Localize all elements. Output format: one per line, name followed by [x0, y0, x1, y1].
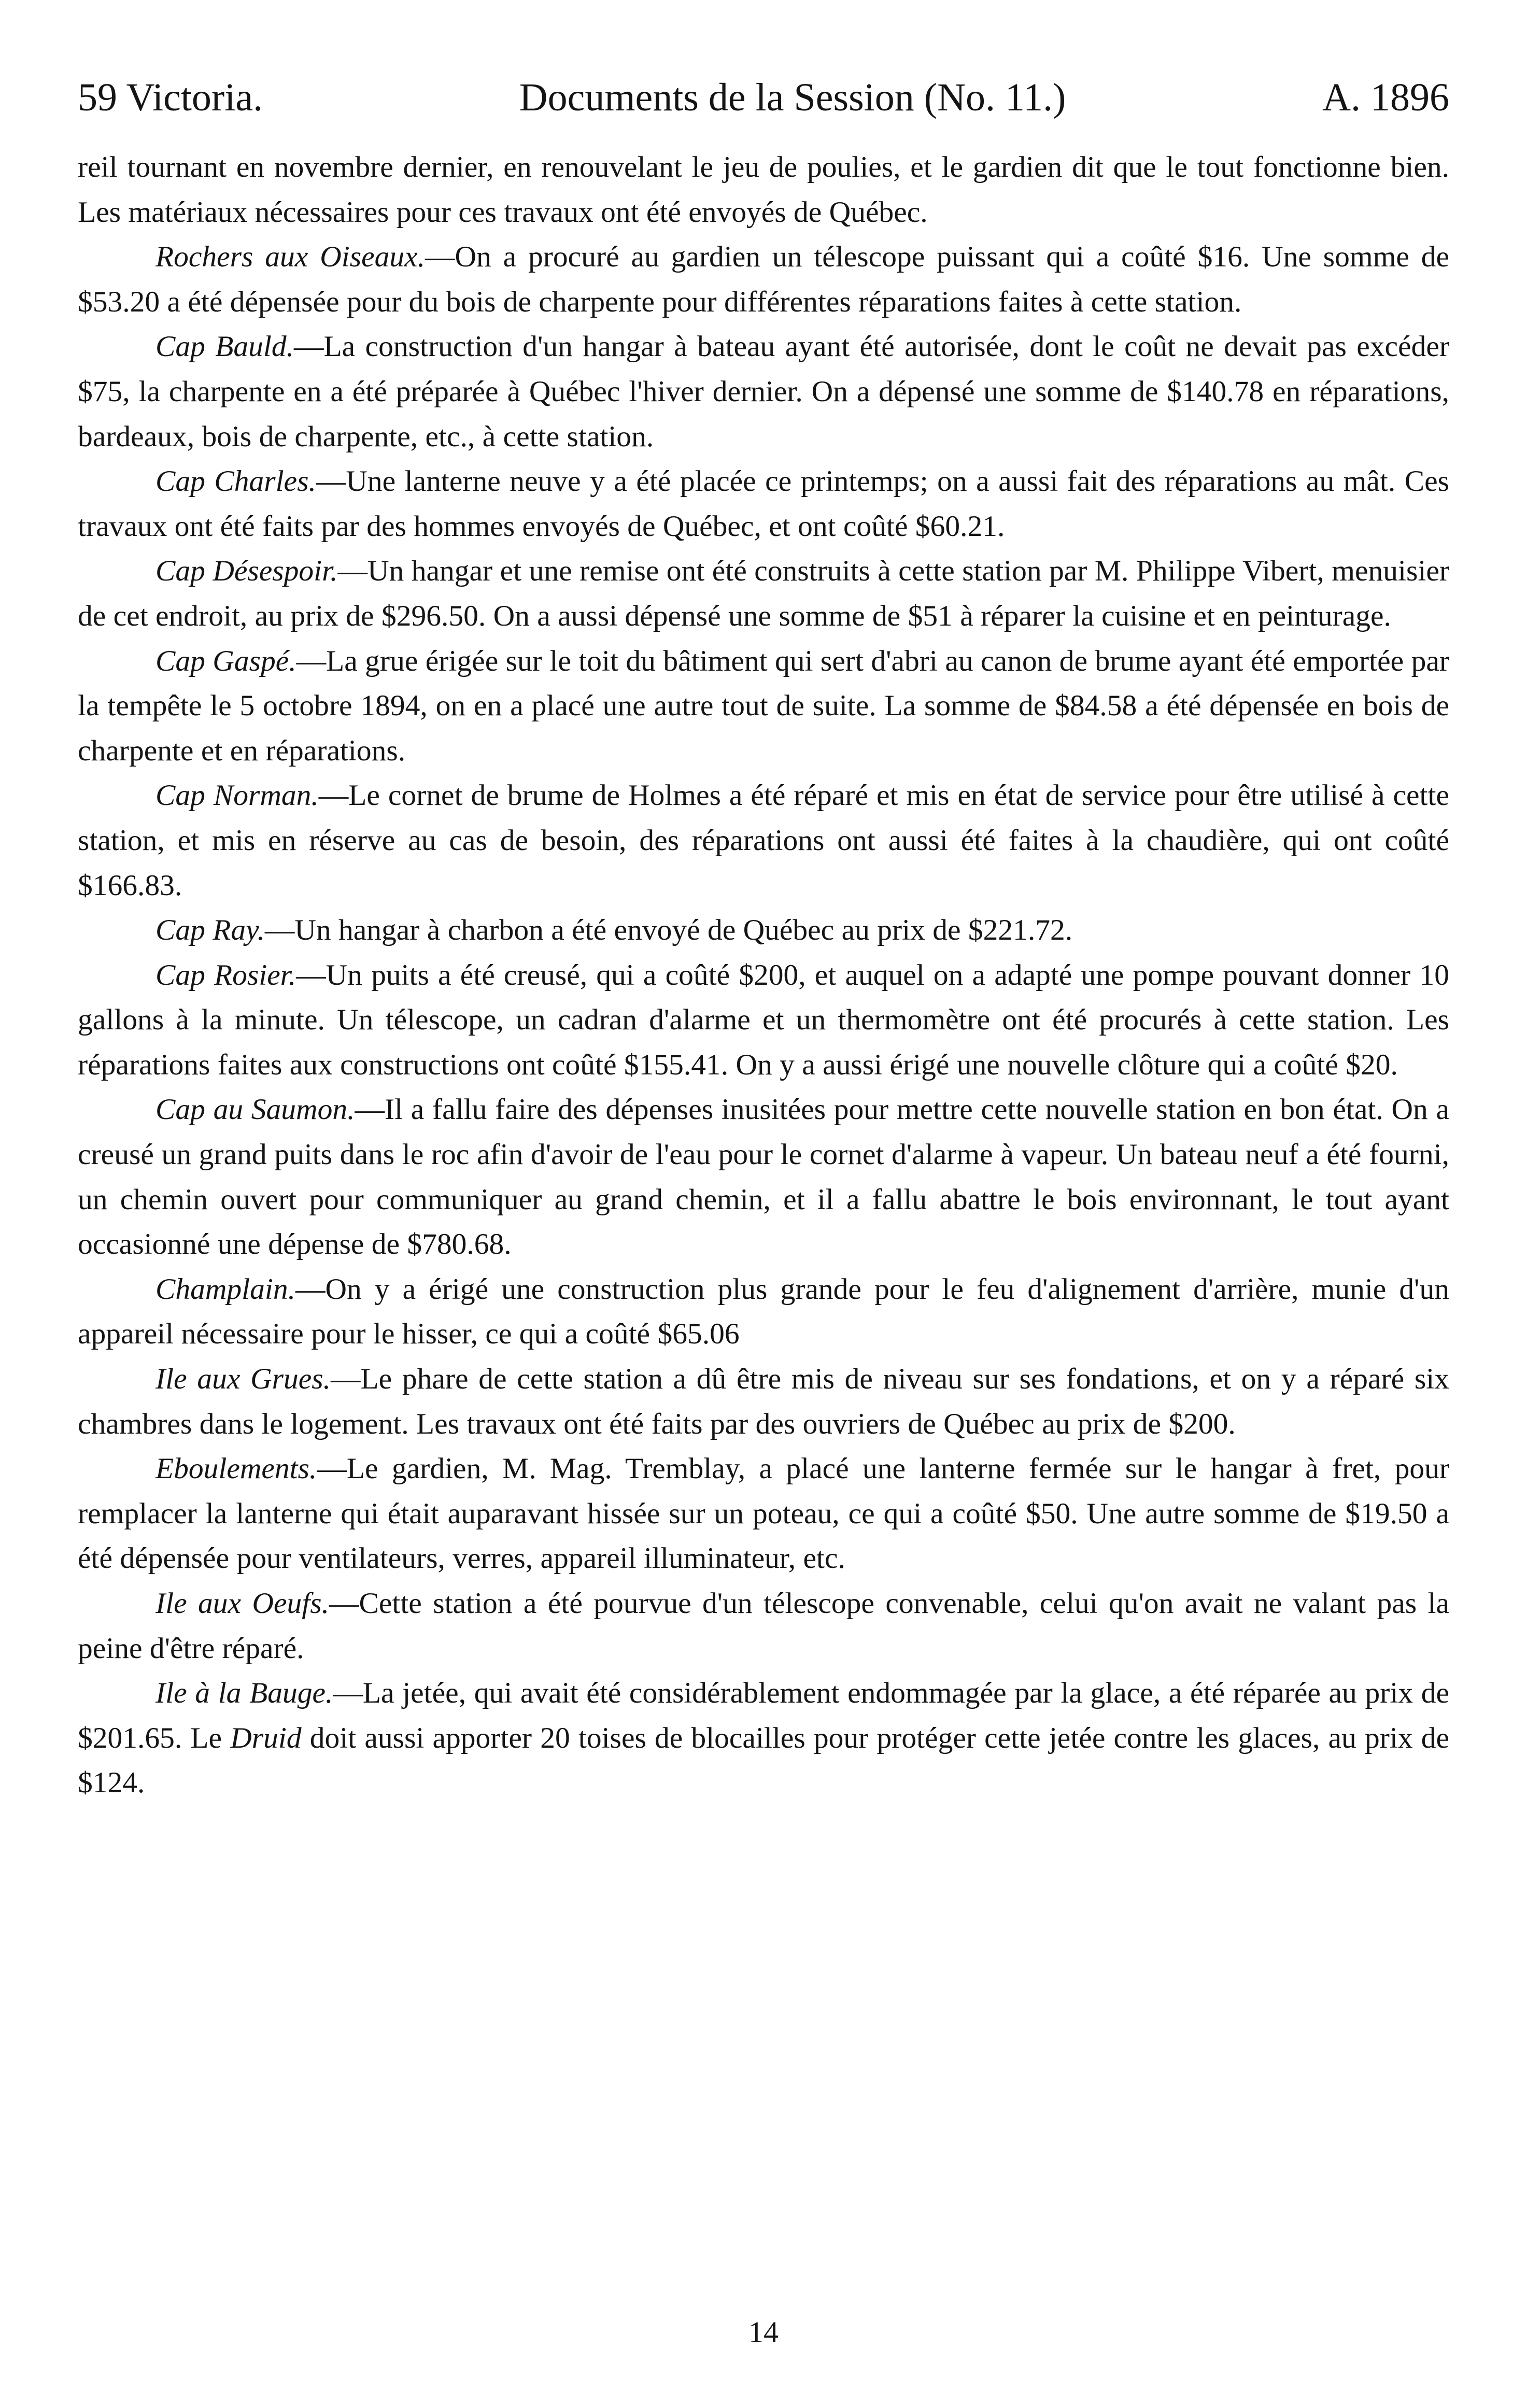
entry-text: —La construction d'un hangar à bateau ayant été autorisée, dont le coût ne devait pas excéder $75, la charpente en a été préparée à Québec l'hiver dernier. On a dépensé une somme de $140.78 en réparations, bardeaux, bois de charpente, etc., à cette station.: [78, 330, 1450, 453]
station-name: Cap Rosier.: [155, 958, 296, 991]
entry-paragraph: [78, 1447, 1449, 1581]
entry-text: —Cette station a été pourvue d'un télescope convenable, celui qu'on avait ne valant pas la peine d'être réparé.: [78, 1587, 1449, 1665]
entry-text: —Le phare de cette station a dû être mis de niveau sur ses fondations, et on y a réparé six chambres dans le logement. Les travaux ont été faits par des ouvriers de Québec au prix de $200.: [78, 1363, 1450, 1440]
entry-text: —La grue érigée sur le toit du bâtiment qui sert d'abri au canon de brume ayant été emportée par la tempête le 5 octobre 1894, on en a placé une autre tout de suite. La somme de $84.58 a été dépensée en bois de charpente et en réparations.: [78, 644, 1449, 767]
station-name: Cap au Saumon.: [155, 1093, 355, 1126]
entry-paragraph: [78, 235, 1449, 324]
header-regnal-year: 59 Victoria.: [78, 76, 263, 119]
station-name: Cap Désespoir.: [155, 555, 338, 588]
body-text: [78, 145, 1449, 1806]
continued-paragraph: reil tournant en novembre dernier, en renouvelant le jeu de poulies, et le gardien dit que le tout fonctionne bien. Les matériaux nécessaires pour ces travaux ont été envoyés de Québec.: [78, 151, 1449, 229]
station-name: Rochers aux Oiseaux.: [155, 240, 425, 274]
station-name: Champlain.: [155, 1272, 295, 1306]
entry-text: —On y a érigé une construction plus grande pour le feu d'alignement d'arrière, munie d'un appareil nécessaire pour le hisser, ce qui a coûté $65.06: [78, 1272, 1449, 1351]
station-name: Cap Ray.: [155, 914, 265, 947]
station-name: Ile aux Grues.: [155, 1363, 331, 1396]
entry-paragraph: [78, 953, 1449, 1088]
running-header: [78, 73, 1449, 122]
entry-paragraph: [78, 908, 1449, 953]
entry-paragraph: [78, 459, 1449, 549]
entry-paragraph: [78, 1087, 1449, 1267]
entry-paragraph: [78, 1671, 1449, 1806]
header-year: A. 1896: [1322, 76, 1449, 119]
station-name: Cap Norman.: [155, 779, 319, 812]
header-title: Documents de la Session (No. 11.): [519, 76, 1066, 119]
station-name: Cap Bauld.: [155, 330, 294, 363]
entry-paragraph: [78, 639, 1449, 774]
entry-paragraph: [78, 1267, 1449, 1357]
entry-text: —Le gardien, M. Mag. Tremblay, a placé une lanterne fermée sur le hangar à fret, pour remplacer la lanterne qui était auparavant hissée sur un poteau, ce qui a coûté $50. Une autre somme de $19.50 a été dépensée pour ventilateurs, verres, appareil illuminateur, etc.: [78, 1452, 1449, 1575]
page-number: 14: [748, 2315, 779, 2349]
station-name: Cap Gaspé.: [155, 644, 296, 677]
entry-paragraph: [78, 549, 1449, 639]
entry-text: —Un hangar à charbon a été envoyé de Québec au prix de $221.72.: [264, 914, 1073, 947]
station-name: Eboulements.: [155, 1452, 317, 1485]
entry-paragraph: [78, 1357, 1449, 1447]
ship-name: Druid: [230, 1721, 302, 1754]
entry-text: —Une lanterne neuve y a été placée ce printemps; on a aussi fait des réparations au mât. Ces travaux ont été faits par des hommes envoyés de Québec, et ont coûté $60.21.: [78, 465, 1449, 543]
station-name: Cap Charles.: [155, 465, 316, 498]
entry-text: —Un hangar et une remise ont été construits à cette station par M. Philippe Vibert, menuisier de cet endroit, au prix de $296.50. On a aussi dépensé une somme de $51 à réparer la cuisine et en peinturage.: [78, 555, 1449, 632]
entry-text: —On a procuré au gardien un télescope puissant qui a coûté $16. Une somme de $53.20 a été dépensée pour du bois de charpente pour différentes réparations faites à cette station.: [78, 240, 1449, 318]
entry-text: —Il a fallu faire des dépenses inusitées pour mettre cette nouvelle station en bon état. On a creusé un grand puits dans le roc afin d'avoir de l'eau pour le cornet d'alarme à vapeur. Un bateau neuf a été fourni, un chemin ouvert pour communiquer au grand chemin, et il a fallu abattre le bois environnant, le tout ayant occasionné une dépense de $780.68.: [78, 1093, 1449, 1261]
entry-text: —Un puits a été creusé, qui a coûté $200, et auquel on a adapté une pompe pouvant donner 10 gallons à la minute. Un télescope, un cadran d'alarme et un thermomètre ont été procurés à cette station. Les réparations faites aux constructions ont coûté $155.41. On y a aussi érigé une nouvelle clôture qui a coûté $20.: [78, 958, 1449, 1081]
entry-paragraph: [78, 324, 1449, 459]
entry-text: —La jetée, qui avait été considérablement endommagée par la glace, a été réparée au prix de $201.65. Le: [78, 1677, 1449, 1754]
entry-paragraph: [78, 773, 1449, 908]
entry-paragraph: [78, 1581, 1449, 1671]
entry-text: —Le cornet de brume de Holmes a été réparé et mis en état de service pour être utilisé à cette station, et mis en réserve au cas de besoin, des réparations ont aussi été faites à la chaudière, qui ont coûté $166.83.: [78, 779, 1450, 902]
entry-text: doit aussi apporter 20 toises de blocailles pour protéger cette jetée contre les glaces, au prix de $124.: [78, 1721, 1449, 1800]
station-name: Ile à la Bauge.: [155, 1677, 333, 1710]
station-name: Ile aux Oeufs.: [155, 1587, 329, 1620]
